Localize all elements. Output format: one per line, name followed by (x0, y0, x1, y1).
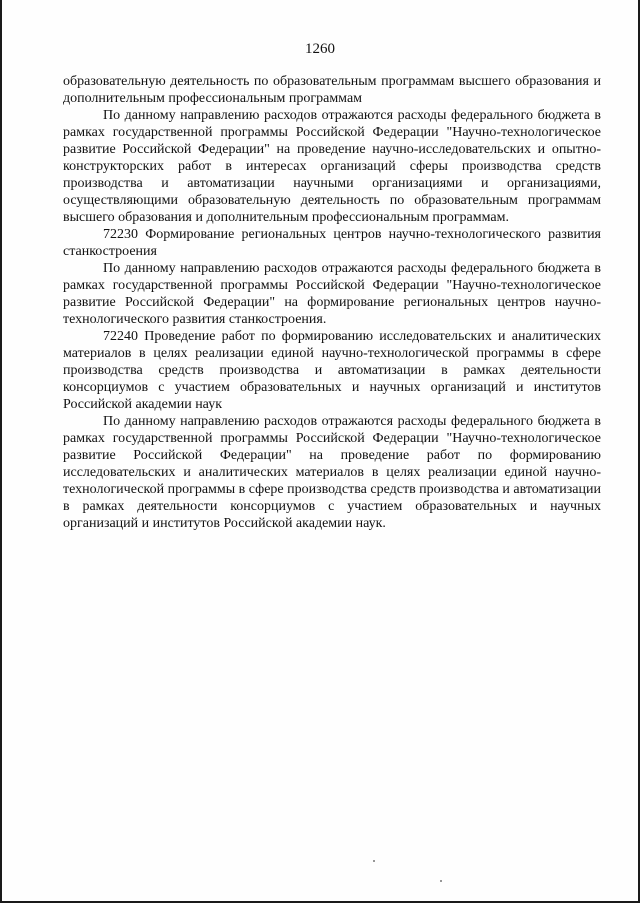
page-number: 1260 (305, 41, 335, 57)
scan-speck (440, 880, 442, 882)
scan-speck (373, 860, 375, 862)
paragraph-continuation: образовательную деятельность по образовательным программам высшего образования и дополнительным профессиональным программам (63, 74, 601, 106)
document-body (63, 73, 601, 532)
paragraph-description-72220: По данному направлению расходов отражаются расходы федерального бюджета в рамках государственной программы Российской Федерации "Научно-технологическое развитие Российской Федерации" на проведение научно-исследовательских и опытно-конструкторских работ в интересах организаций сферы производства средств производства и автоматизации научными организациями и организациями, осуществляющими образовательную деятельность по образовательным программам высшего образования и дополнительным профессиональным программам. (63, 108, 601, 225)
paragraph-description-72230: По данному направлению расходов отражаются расходы федерального бюджета в рамках государственной программы Российской Федерации "Научно-технологическое развитие Российской Федерации" на формирование региональных центров научно-технологического развития станкостроения. (63, 261, 601, 327)
paragraph-description-72240: По данному направлению расходов отражаются расходы федерального бюджета в рамках государственной программы Российской Федерации "Научно-технологическое развитие Российской Федерации" на проведение работ по формированию исследовательских и аналитических материалов в целях реализации единой научно-технологической программы в сфере производства средств производства и автоматизации в рамках деятельности консорциумов с участием образовательных и научных организаций и институтов Российской академии наук. (63, 414, 601, 531)
paragraph-heading-72240: 72240 Проведение работ по формированию исследовательских и аналитических материалов в целях реализации единой научно-технологической программы в сфере производства средств производства и автоматизации в рамках деятельности консорциумов с участием образовательных и научных организаций и институтов Российской академии наук (63, 329, 601, 412)
paragraph-heading-72230: 72230 Формирование региональных центров научно-технологического развития станкостроения (63, 227, 601, 259)
